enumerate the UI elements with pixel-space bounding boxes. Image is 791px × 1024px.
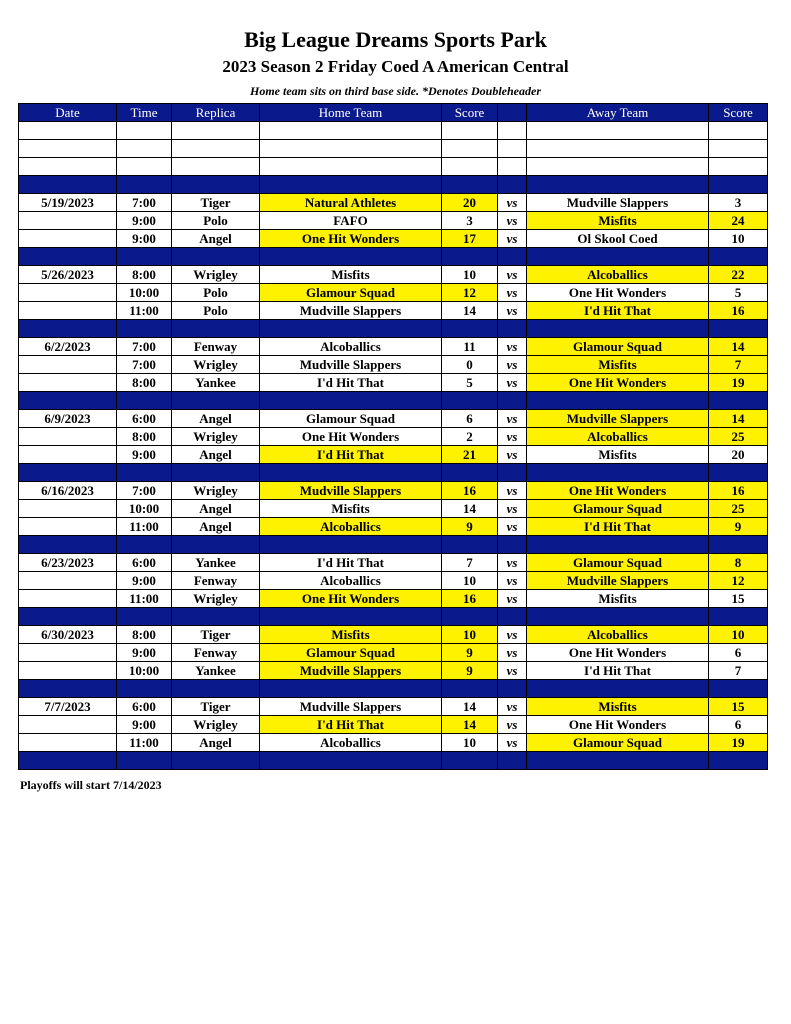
vs-label: vs bbox=[498, 338, 527, 356]
game-time: 7:00 bbox=[117, 338, 172, 356]
away-team: Misfits bbox=[527, 590, 709, 608]
separator-row bbox=[19, 536, 768, 554]
game-time: 10:00 bbox=[117, 284, 172, 302]
home-team: FAFO bbox=[260, 212, 442, 230]
game-replica-field: Wrigley bbox=[172, 482, 260, 500]
vs-label: vs bbox=[498, 734, 527, 752]
vs-label: vs bbox=[498, 446, 527, 464]
away-team: Glamour Squad bbox=[527, 338, 709, 356]
home-score: 20 bbox=[442, 194, 498, 212]
game-time: 8:00 bbox=[117, 626, 172, 644]
vs-label: vs bbox=[498, 212, 527, 230]
separator-row bbox=[19, 320, 768, 338]
home-team: One Hit Wonders bbox=[260, 590, 442, 608]
home-team: Alcoballics bbox=[260, 734, 442, 752]
home-team: Glamour Squad bbox=[260, 284, 442, 302]
game-row bbox=[19, 428, 768, 446]
home-score: 10 bbox=[442, 626, 498, 644]
home-team: I'd Hit That bbox=[260, 374, 442, 392]
away-score: 25 bbox=[709, 500, 768, 518]
away-team: Mudville Slappers bbox=[527, 194, 709, 212]
game-replica-field: Fenway bbox=[172, 644, 260, 662]
separator-row bbox=[19, 680, 768, 698]
game-time: 6:00 bbox=[117, 410, 172, 428]
col-header-home-team: Home Team bbox=[260, 104, 442, 122]
game-replica-field: Angel bbox=[172, 230, 260, 248]
game-date: 6/30/2023 bbox=[19, 626, 117, 644]
home-team: Mudville Slappers bbox=[260, 482, 442, 500]
game-replica-field: Yankee bbox=[172, 374, 260, 392]
home-score: 21 bbox=[442, 446, 498, 464]
vs-label: vs bbox=[498, 410, 527, 428]
home-team: Mudville Slappers bbox=[260, 302, 442, 320]
game-date: 6/23/2023 bbox=[19, 554, 117, 572]
blank-row bbox=[19, 158, 768, 176]
home-team: Mudville Slappers bbox=[260, 662, 442, 680]
game-date: 5/26/2023 bbox=[19, 266, 117, 284]
game-row bbox=[19, 518, 768, 536]
vs-label: vs bbox=[498, 356, 527, 374]
vs-label: vs bbox=[498, 554, 527, 572]
home-score: 17 bbox=[442, 230, 498, 248]
game-row bbox=[19, 734, 768, 752]
game-row bbox=[19, 716, 768, 734]
home-score: 14 bbox=[442, 716, 498, 734]
game-replica-field: Angel bbox=[172, 518, 260, 536]
home-score: 14 bbox=[442, 500, 498, 518]
separator-row bbox=[19, 752, 768, 770]
away-score: 3 bbox=[709, 194, 768, 212]
home-team: Natural Athletes bbox=[260, 194, 442, 212]
away-team: Misfits bbox=[527, 212, 709, 230]
game-time: 8:00 bbox=[117, 428, 172, 446]
game-time: 9:00 bbox=[117, 212, 172, 230]
away-score: 12 bbox=[709, 572, 768, 590]
game-time: 7:00 bbox=[117, 194, 172, 212]
home-score: 2 bbox=[442, 428, 498, 446]
game-row bbox=[19, 590, 768, 608]
game-date-empty bbox=[19, 734, 117, 752]
game-time: 7:00 bbox=[117, 482, 172, 500]
vs-label: vs bbox=[498, 644, 527, 662]
game-date-empty bbox=[19, 644, 117, 662]
away-team: One Hit Wonders bbox=[527, 374, 709, 392]
home-team: Misfits bbox=[260, 626, 442, 644]
vs-label: vs bbox=[498, 482, 527, 500]
home-team: Misfits bbox=[260, 266, 442, 284]
vs-label: vs bbox=[498, 194, 527, 212]
game-row bbox=[19, 554, 768, 572]
game-date-empty bbox=[19, 662, 117, 680]
game-row bbox=[19, 212, 768, 230]
game-row bbox=[19, 572, 768, 590]
game-time: 7:00 bbox=[117, 356, 172, 374]
away-score: 22 bbox=[709, 266, 768, 284]
away-score: 10 bbox=[709, 626, 768, 644]
game-row bbox=[19, 338, 768, 356]
separator-row bbox=[19, 248, 768, 266]
game-date: 6/16/2023 bbox=[19, 482, 117, 500]
away-team: Misfits bbox=[527, 356, 709, 374]
away-score: 6 bbox=[709, 644, 768, 662]
home-team: Alcoballics bbox=[260, 572, 442, 590]
vs-label: vs bbox=[498, 266, 527, 284]
col-header-home-score: Score bbox=[442, 104, 498, 122]
vs-label: vs bbox=[498, 572, 527, 590]
game-time: 9:00 bbox=[117, 716, 172, 734]
home-score: 11 bbox=[442, 338, 498, 356]
away-score: 6 bbox=[709, 716, 768, 734]
game-replica-field: Wrigley bbox=[172, 266, 260, 284]
away-team: Alcoballics bbox=[527, 266, 709, 284]
away-score: 14 bbox=[709, 410, 768, 428]
game-time: 10:00 bbox=[117, 500, 172, 518]
game-time: 11:00 bbox=[117, 518, 172, 536]
game-row bbox=[19, 302, 768, 320]
away-team: Glamour Squad bbox=[527, 500, 709, 518]
vs-label: vs bbox=[498, 374, 527, 392]
game-row bbox=[19, 626, 768, 644]
home-score: 9 bbox=[442, 518, 498, 536]
home-team: I'd Hit That bbox=[260, 446, 442, 464]
separator-row bbox=[19, 392, 768, 410]
game-replica-field: Wrigley bbox=[172, 716, 260, 734]
vs-label: vs bbox=[498, 284, 527, 302]
game-replica-field: Tiger bbox=[172, 698, 260, 716]
game-replica-field: Yankee bbox=[172, 554, 260, 572]
home-team: Alcoballics bbox=[260, 518, 442, 536]
game-date-empty bbox=[19, 518, 117, 536]
away-score: 16 bbox=[709, 302, 768, 320]
col-header-date: Date bbox=[19, 104, 117, 122]
home-team: One Hit Wonders bbox=[260, 428, 442, 446]
game-replica-field: Wrigley bbox=[172, 356, 260, 374]
vs-label: vs bbox=[498, 590, 527, 608]
home-score: 6 bbox=[442, 410, 498, 428]
home-score: 5 bbox=[442, 374, 498, 392]
page-subtitle: 2023 Season 2 Friday Coed A American Central bbox=[222, 57, 569, 76]
home-team: Mudville Slappers bbox=[260, 356, 442, 374]
game-date-empty bbox=[19, 446, 117, 464]
game-date-empty bbox=[19, 302, 117, 320]
vs-label: vs bbox=[498, 500, 527, 518]
home-score: 12 bbox=[442, 284, 498, 302]
game-row bbox=[19, 698, 768, 716]
game-time: 9:00 bbox=[117, 446, 172, 464]
game-replica-field: Fenway bbox=[172, 572, 260, 590]
vs-label: vs bbox=[498, 302, 527, 320]
game-date-empty bbox=[19, 284, 117, 302]
page-title: Big League Dreams Sports Park bbox=[244, 27, 547, 52]
vs-label: vs bbox=[498, 662, 527, 680]
game-time: 11:00 bbox=[117, 590, 172, 608]
game-replica-field: Yankee bbox=[172, 662, 260, 680]
game-date-empty bbox=[19, 374, 117, 392]
game-time: 10:00 bbox=[117, 662, 172, 680]
away-team: One Hit Wonders bbox=[527, 482, 709, 500]
col-header-vs bbox=[498, 104, 527, 122]
vs-label: vs bbox=[498, 428, 527, 446]
away-score: 8 bbox=[709, 554, 768, 572]
game-row bbox=[19, 374, 768, 392]
game-row bbox=[19, 446, 768, 464]
game-date: 5/19/2023 bbox=[19, 194, 117, 212]
game-date-empty bbox=[19, 590, 117, 608]
home-team: I'd Hit That bbox=[260, 554, 442, 572]
away-team: I'd Hit That bbox=[527, 662, 709, 680]
away-team: One Hit Wonders bbox=[527, 284, 709, 302]
game-date-empty bbox=[19, 356, 117, 374]
away-score: 5 bbox=[709, 284, 768, 302]
game-replica-field: Polo bbox=[172, 212, 260, 230]
home-team: Alcoballics bbox=[260, 338, 442, 356]
game-replica-field: Angel bbox=[172, 446, 260, 464]
away-score: 19 bbox=[709, 734, 768, 752]
vs-label: vs bbox=[498, 716, 527, 734]
schedule-note: Home team sits on third base side. *Denotes Doubleheader bbox=[250, 84, 541, 98]
game-time: 8:00 bbox=[117, 266, 172, 284]
game-replica-field: Fenway bbox=[172, 338, 260, 356]
home-team: Mudville Slappers bbox=[260, 698, 442, 716]
blank-row bbox=[19, 122, 768, 140]
away-score: 7 bbox=[709, 356, 768, 374]
home-score: 14 bbox=[442, 698, 498, 716]
game-replica-field: Polo bbox=[172, 302, 260, 320]
home-score: 3 bbox=[442, 212, 498, 230]
game-time: 9:00 bbox=[117, 572, 172, 590]
home-score: 16 bbox=[442, 590, 498, 608]
away-score: 16 bbox=[709, 482, 768, 500]
game-replica-field: Tiger bbox=[172, 194, 260, 212]
game-date-empty bbox=[19, 212, 117, 230]
game-row bbox=[19, 410, 768, 428]
away-score: 10 bbox=[709, 230, 768, 248]
game-row bbox=[19, 356, 768, 374]
away-score: 19 bbox=[709, 374, 768, 392]
away-score: 14 bbox=[709, 338, 768, 356]
game-time: 11:00 bbox=[117, 302, 172, 320]
away-team: Mudville Slappers bbox=[527, 572, 709, 590]
away-team: Mudville Slappers bbox=[527, 410, 709, 428]
game-date-empty bbox=[19, 428, 117, 446]
away-team: Misfits bbox=[527, 446, 709, 464]
away-score: 15 bbox=[709, 698, 768, 716]
away-score: 20 bbox=[709, 446, 768, 464]
game-replica-field: Wrigley bbox=[172, 428, 260, 446]
vs-label: vs bbox=[498, 626, 527, 644]
away-score: 15 bbox=[709, 590, 768, 608]
home-score: 9 bbox=[442, 662, 498, 680]
away-team: Misfits bbox=[527, 698, 709, 716]
vs-label: vs bbox=[498, 698, 527, 716]
col-header-time: Time bbox=[117, 104, 172, 122]
home-team: Misfits bbox=[260, 500, 442, 518]
game-replica-field: Wrigley bbox=[172, 590, 260, 608]
away-team: Glamour Squad bbox=[527, 554, 709, 572]
game-time: 6:00 bbox=[117, 698, 172, 716]
game-date: 6/9/2023 bbox=[19, 410, 117, 428]
col-header-away-team: Away Team bbox=[527, 104, 709, 122]
home-score: 10 bbox=[442, 734, 498, 752]
home-score: 9 bbox=[442, 644, 498, 662]
vs-label: vs bbox=[498, 230, 527, 248]
game-row bbox=[19, 500, 768, 518]
game-date-empty bbox=[19, 572, 117, 590]
game-date-empty bbox=[19, 500, 117, 518]
home-score: 10 bbox=[442, 572, 498, 590]
col-header-replica: Replica bbox=[172, 104, 260, 122]
away-team: One Hit Wonders bbox=[527, 644, 709, 662]
game-replica-field: Angel bbox=[172, 734, 260, 752]
schedule-body bbox=[19, 122, 768, 770]
separator-row bbox=[19, 608, 768, 626]
away-team: Ol Skool Coed bbox=[527, 230, 709, 248]
home-team: One Hit Wonders bbox=[260, 230, 442, 248]
game-date-empty bbox=[19, 230, 117, 248]
col-header-away-score: Score bbox=[709, 104, 768, 122]
away-team: I'd Hit That bbox=[527, 302, 709, 320]
away-score: 25 bbox=[709, 428, 768, 446]
game-row bbox=[19, 482, 768, 500]
home-team: Glamour Squad bbox=[260, 644, 442, 662]
home-score: 16 bbox=[442, 482, 498, 500]
game-row bbox=[19, 662, 768, 680]
game-time: 9:00 bbox=[117, 230, 172, 248]
away-team: Glamour Squad bbox=[527, 734, 709, 752]
away-score: 9 bbox=[709, 518, 768, 536]
away-team: One Hit Wonders bbox=[527, 716, 709, 734]
home-score: 14 bbox=[442, 302, 498, 320]
separator-row bbox=[19, 176, 768, 194]
game-date: 7/7/2023 bbox=[19, 698, 117, 716]
game-date: 6/2/2023 bbox=[19, 338, 117, 356]
away-score: 24 bbox=[709, 212, 768, 230]
game-replica-field: Angel bbox=[172, 500, 260, 518]
game-row bbox=[19, 266, 768, 284]
playoffs-note: Playoffs will start 7/14/2023 bbox=[20, 778, 162, 792]
game-replica-field: Polo bbox=[172, 284, 260, 302]
home-team: Glamour Squad bbox=[260, 410, 442, 428]
schedule-table bbox=[18, 103, 768, 770]
game-date-empty bbox=[19, 716, 117, 734]
away-team: I'd Hit That bbox=[527, 518, 709, 536]
game-time: 11:00 bbox=[117, 734, 172, 752]
home-score: 7 bbox=[442, 554, 498, 572]
header-row bbox=[19, 104, 768, 122]
home-team: I'd Hit That bbox=[260, 716, 442, 734]
away-team: Alcoballics bbox=[527, 626, 709, 644]
game-row bbox=[19, 644, 768, 662]
game-row bbox=[19, 194, 768, 212]
vs-label: vs bbox=[498, 518, 527, 536]
game-row bbox=[19, 284, 768, 302]
game-replica-field: Angel bbox=[172, 410, 260, 428]
game-time: 9:00 bbox=[117, 644, 172, 662]
away-score: 7 bbox=[709, 662, 768, 680]
game-time: 6:00 bbox=[117, 554, 172, 572]
game-time: 8:00 bbox=[117, 374, 172, 392]
home-score: 0 bbox=[442, 356, 498, 374]
home-score: 10 bbox=[442, 266, 498, 284]
separator-row bbox=[19, 464, 768, 482]
away-team: Alcoballics bbox=[527, 428, 709, 446]
blank-row bbox=[19, 140, 768, 158]
game-row bbox=[19, 230, 768, 248]
game-replica-field: Tiger bbox=[172, 626, 260, 644]
